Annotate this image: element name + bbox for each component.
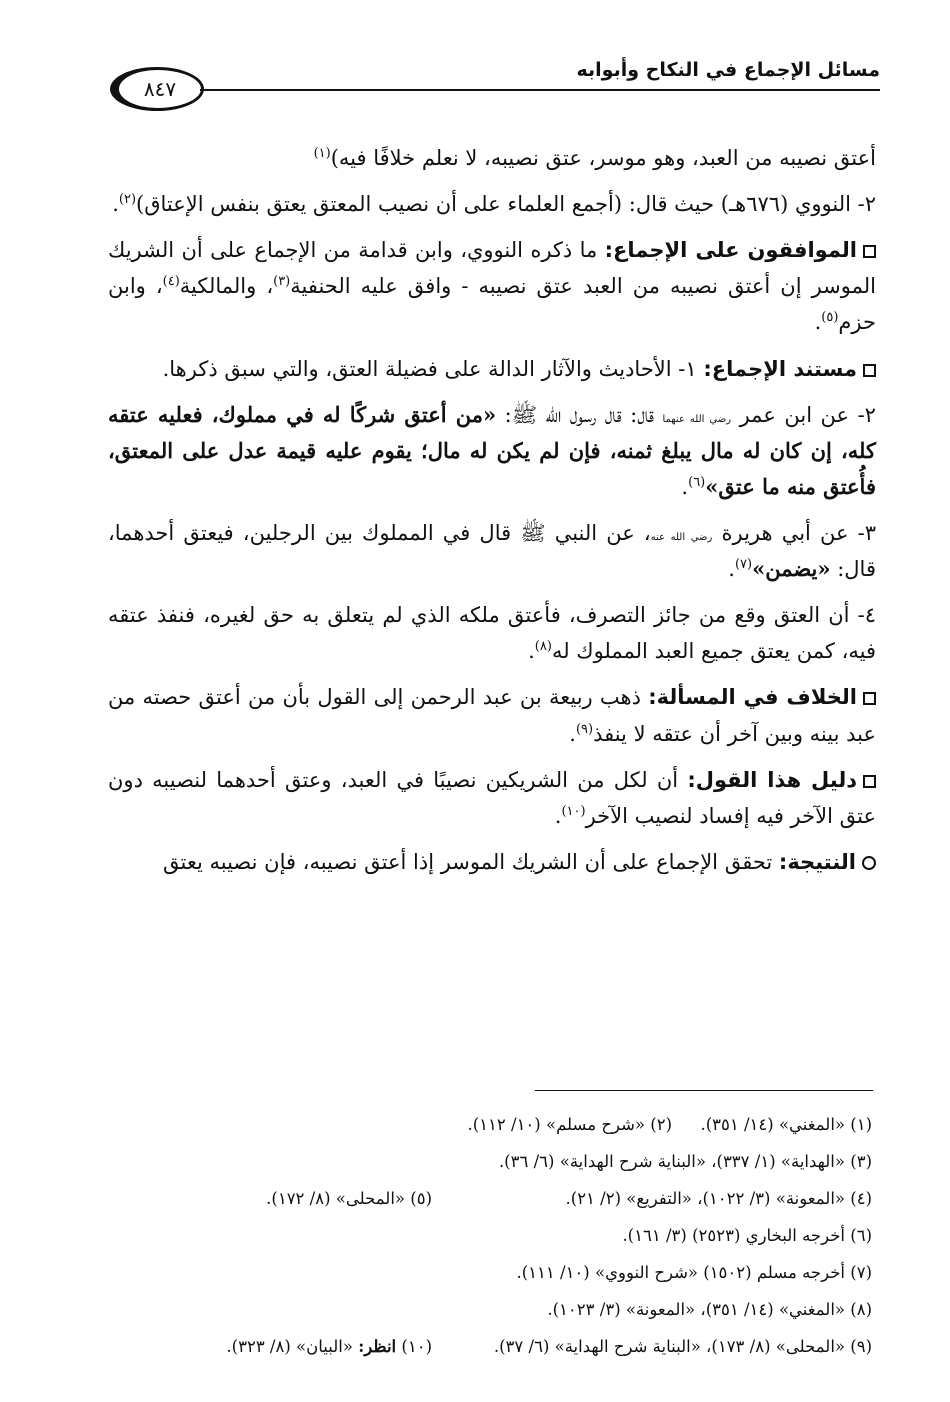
footnote-row: [110, 1291, 872, 1328]
paragraph: [108, 679, 876, 751]
header-rule: [200, 89, 880, 91]
page-number: ٨٤٧: [143, 77, 177, 101]
header-title: مسائل الإجماع في النكاح وأبوابه: [576, 59, 880, 81]
period: .: [814, 310, 822, 335]
footnote-text: «البيان» (٨/ ٣٢٣).: [226, 1337, 353, 1356]
footnote: (٩) «المحلى» (٨/ ١٧٣)، «البناية شرح الهداية» (٦/ ٣٧).: [493, 1337, 872, 1356]
period: .: [554, 803, 562, 828]
square-bullet-icon: [863, 364, 876, 377]
footnote-ref[interactable]: (٢): [118, 192, 137, 208]
footnote-row: [110, 1143, 872, 1180]
footnote: (٥) «المحلى» (٨/ ١٧٢).: [266, 1189, 432, 1208]
footnote-label: انظر:: [358, 1337, 397, 1356]
footnote-ref[interactable]: (٣): [273, 274, 291, 290]
footnote-ref[interactable]: (٧): [734, 557, 753, 573]
footnote-ref[interactable]: (١): [313, 146, 331, 161]
footnote-row: [110, 1106, 872, 1143]
paragraph: [108, 762, 876, 834]
footnote-ref[interactable]: (١٠): [561, 803, 586, 819]
circle-bullet-icon: [862, 856, 876, 870]
paragraph: [108, 186, 876, 222]
footnote-ref[interactable]: (٥): [821, 310, 839, 326]
section-label: الخلاف في المسألة:: [648, 685, 857, 710]
footnote: (٧) أخرجه مسلم (١٥٠٢) «شرح النووي» (١٠/ ١١١).: [516, 1263, 872, 1282]
hadith-quote: «من أعتق شركًا له في مملوك، فعليه عتقه كله، إن كان له مال يبلغ ثمنه، فإن لم يكن له مال؛ يقوم عليه قيمة عدل على المعتق، فأُعتق منه ما عتق»: [108, 401, 876, 499]
footnote: [226, 1328, 432, 1365]
paragraph-text: تحقق الإجماع على أن الشريك الموسر إذا أعتق نصيبه، فإن نصيبه يعتق: [162, 849, 773, 874]
footnote-row: [110, 1180, 872, 1217]
honorific-glyph: رضي الله عنه: [650, 531, 713, 543]
paragraph-text: ٤- أن العتق وقع من جائز التصرف، فأعتق ملكه الذي لم يتعلق به حق لغيره، فنفذ عتقه فيه، كمن يعتق جميع العبد المملوك له: [108, 603, 876, 664]
period: .: [528, 639, 535, 664]
paragraph-text: ، والمالكية: [179, 274, 274, 299]
footnote: (٤) «المعونة» (٣/ ١٠٢٢)، «التفريع» (٢/ ٢١).: [565, 1189, 872, 1208]
footnote-row: [110, 1328, 872, 1365]
paragraph-text: ٣- عن أبي هريرة: [721, 520, 877, 545]
period: .: [112, 192, 119, 217]
footnote: (١) «المغني» (١٤/ ٣٥١).: [700, 1115, 872, 1134]
footnote: (٢) «شرح مسلم» (١٠/ ١١٢).: [467, 1115, 672, 1134]
paragraph-text: ، عن النبي ﷺ قال في المملوك بين الرجلين، فيعتق أحدهما، قال:: [108, 520, 876, 582]
footnote-number: (١٠): [401, 1337, 432, 1356]
hadith-quote: «يضمن»: [752, 556, 831, 582]
honorific-glyph: رضي الله عنهما: [662, 413, 732, 425]
section-label: النتيجة:: [778, 849, 856, 874]
paragraph: [108, 515, 876, 587]
paragraph: [108, 597, 876, 669]
square-bullet-icon: [863, 692, 876, 705]
period: .: [681, 474, 689, 499]
main-text: [108, 140, 876, 890]
footnote: (٣) «الهداية» (١/ ٣٣٧)، «البناية شرح الهداية» (٦/ ٣٦).: [498, 1152, 872, 1171]
paragraph-text: ذهب ربيعة بن عبد الرحمن إلى القول بأن من أعتق حصته من عبد بينه وبين آخر أن عتقه لا ينفذ: [108, 685, 876, 746]
footnote-row: [110, 1254, 872, 1291]
square-bullet-icon: [863, 245, 876, 258]
footnote: (٦) أخرجه البخاري (٢٥٢٣) (٣/ ١٦١).: [622, 1226, 872, 1245]
paragraph-text: أن لكل من الشريكين نصيبًا في العبد، وعتق أحدهما لنصيبه دون عتق الآخر فيه إفساد لنصيب الآخر: [108, 767, 876, 828]
page-number-badge: [110, 67, 204, 111]
paragraph-text: ٢- النووي (٦٧٦هـ) حيث قال: (أجمع العلماء على أن نصيب المعتق يعتق بنفس الإعتاق): [136, 192, 876, 217]
paragraph-text: ١- الأحاديث والآثار الدالة على فضيلة العتق، والتي سبق ذكرها.: [162, 356, 697, 381]
footnotes: [110, 1106, 872, 1365]
footnote: (٨) «المغني» (١٤/ ٣٥١)، «المعونة» (٣/ ١٠٢٣).: [547, 1300, 872, 1319]
footnote-separator: [535, 1090, 873, 1091]
paragraph: [108, 844, 876, 880]
period: .: [569, 721, 576, 746]
section-label: الموافقون على الإجماع:: [604, 238, 857, 263]
paragraph: [108, 140, 876, 176]
paragraph-text: أعتق نصيبه من العبد، وهو موسر، عتق نصيبه، لا نعلم خلافًا فيه): [330, 146, 876, 170]
footnote-ref[interactable]: (٨): [534, 639, 552, 655]
footnote-ref[interactable]: (٩): [575, 721, 594, 737]
paragraph-text: ، وابن حزم: [108, 274, 876, 335]
paragraph-text: ما ذكره النووي، وابن قدامة من الإجماع على أن الشريك الموسر إن أعتق نصيبه من العبد عتق نصيبه - وافق عليه الحنفية: [108, 238, 876, 299]
paragraph: [108, 351, 876, 387]
section-label: مستند الإجماع:: [703, 356, 857, 381]
paragraph-text: قال: قال رسول الله ﷺ:: [504, 402, 654, 427]
footnote-ref[interactable]: (٤): [162, 274, 180, 290]
running-header: [110, 55, 880, 135]
footnote-ref[interactable]: (٦): [688, 474, 706, 490]
paragraph: [108, 397, 876, 505]
period: .: [728, 557, 735, 582]
square-bullet-icon: [863, 775, 876, 788]
footnote-row: [110, 1217, 872, 1254]
paragraph-text: ٢- عن ابن عمر: [739, 402, 876, 427]
paragraph: [108, 232, 876, 340]
section-label: دليل هذا القول:: [687, 767, 857, 792]
